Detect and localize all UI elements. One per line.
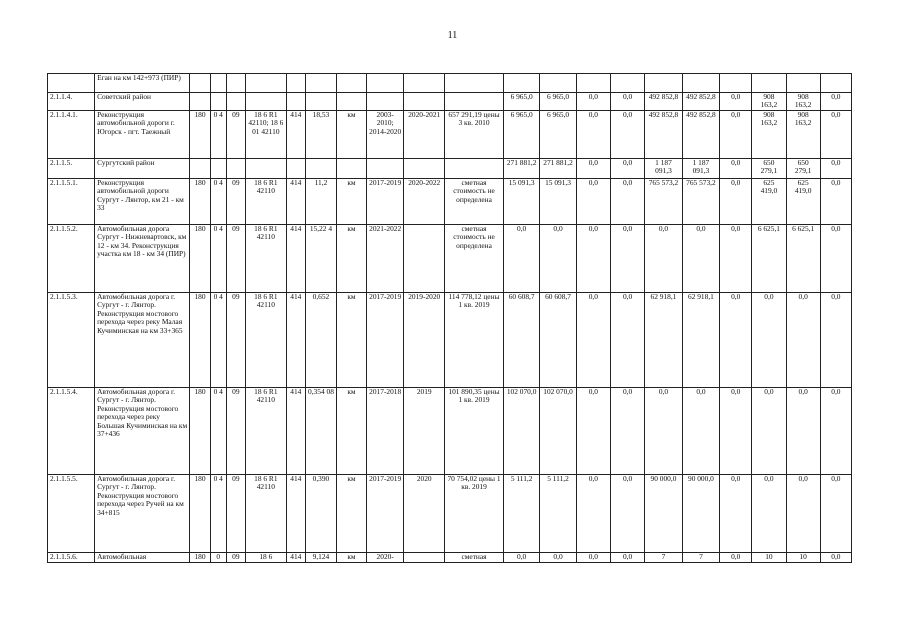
- value-d3-cell: [820, 74, 851, 93]
- value-d1-cell: 10: [752, 553, 786, 563]
- code-target-cell: 18 6 R1 42110: [246, 225, 287, 293]
- value-a4-cell: 0,0: [610, 293, 644, 388]
- code-subsection-cell: 09: [226, 293, 245, 388]
- value-d1-cell: 908 163,2: [752, 93, 786, 111]
- code-subsection-cell: 09: [226, 179, 245, 225]
- estimated-cost-cell: 70 754,02 цены 1 кв. 2019: [445, 475, 504, 553]
- unit-cell: км: [336, 293, 366, 388]
- value-a4-cell: [610, 74, 644, 93]
- code-section-cell: 0 4: [210, 225, 226, 293]
- construction-period-cell: 2020-: [366, 553, 403, 563]
- estimated-cost-cell: [445, 74, 504, 93]
- value-b1-cell: 0,0: [645, 388, 682, 475]
- value-a1-cell: 102 070,0: [503, 388, 539, 475]
- object-name-cell: Еган на км 142+973 (ПИР): [95, 74, 190, 93]
- value-b3-cell: 0,0: [720, 179, 752, 225]
- construction-period-cell: 2017-2019: [366, 179, 403, 225]
- code-ministry-cell: 180: [190, 388, 210, 475]
- code-expense-cell: 414: [286, 293, 305, 388]
- object-name-cell: Автомобильная дорога Сургут - Нижневартовск, км 12 - км 34. Реконструкция участка км 18 - км 34 (ПИР): [95, 225, 190, 293]
- value-b1-cell: 1 187 091,3: [645, 159, 682, 179]
- table-row: [48, 553, 852, 563]
- code-target-cell: 18 6: [246, 553, 287, 563]
- value-a2-cell: 5 111,2: [540, 475, 576, 553]
- value-d3-cell: 0,0: [820, 159, 851, 179]
- value-a2-cell: 60 608,7: [540, 293, 576, 388]
- code-ministry-cell: 180: [190, 179, 210, 225]
- value-a3-cell: 0,0: [576, 475, 610, 553]
- value-a3-cell: [576, 74, 610, 93]
- row-number-cell: 2.1.1.4.: [48, 93, 95, 111]
- code-section-cell: [210, 93, 226, 111]
- value-b1-cell: 492 852,8: [645, 93, 682, 111]
- estimated-cost-cell: [445, 159, 504, 179]
- code-subsection-cell: 09: [226, 475, 245, 553]
- value-a4-cell: 0,0: [610, 553, 644, 563]
- code-subsection-cell: 09: [226, 388, 245, 475]
- value-b3-cell: 0,0: [720, 293, 752, 388]
- estimated-cost-cell: 657 291,19 цены 3 кв. 2010: [445, 111, 504, 159]
- code-subsection-cell: 09: [226, 111, 245, 159]
- construction-period-cell: [366, 159, 403, 179]
- value-a2-cell: [540, 74, 576, 93]
- code-expense-cell: 414: [286, 553, 305, 563]
- value-a2-cell: 6 965,0: [540, 111, 576, 159]
- code-section-cell: 0 4: [210, 388, 226, 475]
- capacity-cell: [305, 74, 336, 93]
- value-b1-cell: 62 918,1: [645, 293, 682, 388]
- object-name-cell: Реконструкция автомобильной дороги г. Югорск - пгт. Таежный: [95, 111, 190, 159]
- construction-period-cell: 2017-2018: [366, 388, 403, 475]
- code-subsection-cell: [226, 159, 245, 179]
- value-b2-cell: 0,0: [682, 388, 719, 475]
- value-b3-cell: 0,0: [720, 93, 752, 111]
- value-b3-cell: 0,0: [720, 553, 752, 563]
- code-expense-cell: [286, 93, 305, 111]
- estimated-cost-cell: 114 778,12 цены 1 кв. 2019: [445, 293, 504, 388]
- table-row: [48, 475, 852, 553]
- value-b1-cell: 765 573,2: [645, 179, 682, 225]
- value-a4-cell: 0,0: [610, 93, 644, 111]
- value-b2-cell: 0,0: [682, 225, 719, 293]
- value-b2-cell: 1 187 091,3: [682, 159, 719, 179]
- value-d1-cell: 650 279,1: [752, 159, 786, 179]
- table-row-continuation: [48, 74, 852, 93]
- value-a4-cell: 0,0: [610, 159, 644, 179]
- value-a2-cell: 0,0: [540, 553, 576, 563]
- value-d1-cell: 0,0: [752, 293, 786, 388]
- unit-cell: [336, 93, 366, 111]
- value-d2-cell: 0,0: [786, 388, 820, 475]
- object-name-cell: Советский район: [95, 93, 190, 111]
- value-b2-cell: 90 000,0: [682, 475, 719, 553]
- estimated-cost-cell: 101 890,35 цены 1 кв. 2019: [445, 388, 504, 475]
- capacity-cell: [305, 93, 336, 111]
- value-d2-cell: 908 163,2: [786, 111, 820, 159]
- code-section-cell: 0 4: [210, 475, 226, 553]
- value-a1-cell: 15 091,3: [503, 179, 539, 225]
- value-a3-cell: 0,0: [576, 293, 610, 388]
- value-b3-cell: 0,0: [720, 225, 752, 293]
- unit-cell: км: [336, 388, 366, 475]
- value-d1-cell: 0,0: [752, 388, 786, 475]
- object-name-cell: Реконструкция автомобильной дороги Сургут - Лянтор, км 21 - км 33: [95, 179, 190, 225]
- code-expense-cell: [286, 159, 305, 179]
- page-number: 11: [447, 30, 458, 41]
- value-a2-cell: 102 070,0: [540, 388, 576, 475]
- value-d1-cell: 0,0: [752, 475, 786, 553]
- value-a2-cell: 15 091,3: [540, 179, 576, 225]
- row-number-cell: 2.1.1.5.1.: [48, 179, 95, 225]
- value-d2-cell: 10: [786, 553, 820, 563]
- estimated-cost-cell: сметная стоимость не определена: [445, 225, 504, 293]
- row-number-cell: 2.1.1.5.3.: [48, 293, 95, 388]
- value-a1-cell: 6 965,0: [503, 93, 539, 111]
- value-b2-cell: 492 852,8: [682, 93, 719, 111]
- value-d3-cell: 0,0: [820, 293, 851, 388]
- value-d1-cell: 908 163,2: [752, 111, 786, 159]
- value-d3-cell: 0,0: [820, 111, 851, 159]
- construction-period-cell: 2021-2022: [366, 225, 403, 293]
- value-a1-cell: 0,0: [503, 553, 539, 563]
- row-number-cell: [48, 74, 95, 93]
- code-expense-cell: 414: [286, 179, 305, 225]
- value-b1-cell: 90 000,0: [645, 475, 682, 553]
- object-name-cell: Автомобильная дорога г. Сургут - г. Лянтор. Реконструкция мостового перехода через реку Большая Кучиминская на км 37+436: [95, 388, 190, 475]
- planned-period-cell: 2020-2022: [404, 179, 445, 225]
- code-expense-cell: 414: [286, 111, 305, 159]
- table-row: [48, 111, 852, 159]
- code-subsection-cell: [226, 74, 245, 93]
- investment-table: [47, 73, 852, 563]
- value-b3-cell: 0,0: [720, 388, 752, 475]
- value-a4-cell: 0,0: [610, 225, 644, 293]
- capacity-cell: 18,53: [305, 111, 336, 159]
- unit-cell: км: [336, 111, 366, 159]
- construction-period-cell: 2003-2010; 2014-2020: [366, 111, 403, 159]
- unit-cell: [336, 159, 366, 179]
- code-expense-cell: [286, 74, 305, 93]
- table-row-section: [48, 159, 852, 179]
- code-subsection-cell: 09: [226, 225, 245, 293]
- planned-period-cell: [404, 159, 445, 179]
- value-d2-cell: [786, 74, 820, 93]
- code-subsection-cell: [226, 93, 245, 111]
- code-target-cell: [246, 159, 287, 179]
- code-target-cell: 18 6 R1 42110: [246, 293, 287, 388]
- value-b1-cell: 492 852,8: [645, 111, 682, 159]
- value-b2-cell: 765 573,2: [682, 179, 719, 225]
- code-ministry-cell: 180: [190, 111, 210, 159]
- value-a3-cell: 0,0: [576, 111, 610, 159]
- estimated-cost-cell: сметная стоимость не определена: [445, 179, 504, 225]
- planned-period-cell: 2019: [404, 388, 445, 475]
- value-a1-cell: 6 965,0: [503, 111, 539, 159]
- object-name-cell: Автомобильная дорога г. Сургут - г. Лянтор. Реконструкция мостового перехода через реку Малая Кучиминская на км 33+365: [95, 293, 190, 388]
- value-a4-cell: 0,0: [610, 388, 644, 475]
- value-d1-cell: [752, 74, 786, 93]
- table-row: [48, 293, 852, 388]
- value-a4-cell: 0,0: [610, 111, 644, 159]
- code-target-cell: 18 6 R1 42110: [246, 179, 287, 225]
- value-d1-cell: 6 625,1: [752, 225, 786, 293]
- code-section-cell: [210, 159, 226, 179]
- value-a1-cell: 0,0: [503, 225, 539, 293]
- value-a2-cell: 271 881,2: [540, 159, 576, 179]
- value-a1-cell: 271 881,2: [503, 159, 539, 179]
- code-expense-cell: 414: [286, 475, 305, 553]
- object-name-cell: Автомобильная дорога г. Сургут - г. Лянтор. Реконструкция мостового перехода через Ручей на км 34+815: [95, 475, 190, 553]
- value-a3-cell: 0,0: [576, 225, 610, 293]
- code-target-cell: 18 6 R1 42110: [246, 475, 287, 553]
- code-target-cell: 18 6 R1 42110; 18 6 01 42110: [246, 111, 287, 159]
- value-a4-cell: 0,0: [610, 179, 644, 225]
- value-b3-cell: 0,0: [720, 111, 752, 159]
- value-a3-cell: 0,0: [576, 179, 610, 225]
- code-ministry-cell: 180: [190, 475, 210, 553]
- value-b1-cell: 7: [645, 553, 682, 563]
- value-d2-cell: 6 625,1: [786, 225, 820, 293]
- value-d2-cell: 650 279,1: [786, 159, 820, 179]
- value-d1-cell: 625 419,0: [752, 179, 786, 225]
- construction-period-cell: [366, 74, 403, 93]
- value-a2-cell: 6 965,0: [540, 93, 576, 111]
- value-a3-cell: 0,0: [576, 553, 610, 563]
- row-number-cell: 2.1.1.5.2.: [48, 225, 95, 293]
- code-section-cell: 0 4: [210, 179, 226, 225]
- value-d2-cell: 625 419,0: [786, 179, 820, 225]
- code-section-cell: 0 4: [210, 111, 226, 159]
- value-d2-cell: 0,0: [786, 293, 820, 388]
- code-ministry-cell: 180: [190, 553, 210, 563]
- object-name-cell: Автомобильная: [95, 553, 190, 563]
- value-b3-cell: [720, 74, 752, 93]
- capacity-cell: 0,390: [305, 475, 336, 553]
- value-d3-cell: 0,0: [820, 179, 851, 225]
- capacity-cell: 15,22 4: [305, 225, 336, 293]
- planned-period-cell: [404, 225, 445, 293]
- row-number-cell: 2.1.1.5.5.: [48, 475, 95, 553]
- planned-period-cell: [404, 553, 445, 563]
- table-row: [48, 388, 852, 475]
- value-d3-cell: 0,0: [820, 225, 851, 293]
- value-a1-cell: 60 608,7: [503, 293, 539, 388]
- table-row: [48, 179, 852, 225]
- unit-cell: км: [336, 553, 366, 563]
- estimated-cost-cell: сметная: [445, 553, 504, 563]
- capacity-cell: 9,124: [305, 553, 336, 563]
- construction-period-cell: 2017-2019: [366, 293, 403, 388]
- object-name-cell: Сургутский район: [95, 159, 190, 179]
- code-section-cell: [210, 74, 226, 93]
- value-d3-cell: 0,0: [820, 388, 851, 475]
- value-a1-cell: [503, 74, 539, 93]
- row-number-cell: 2.1.1.5.6.: [48, 553, 95, 563]
- unit-cell: км: [336, 179, 366, 225]
- planned-period-cell: 2019-2020: [404, 293, 445, 388]
- unit-cell: км: [336, 475, 366, 553]
- code-expense-cell: 414: [286, 388, 305, 475]
- value-a3-cell: 0,0: [576, 93, 610, 111]
- value-b1-cell: [645, 74, 682, 93]
- planned-period-cell: [404, 93, 445, 111]
- capacity-cell: [305, 159, 336, 179]
- construction-period-cell: 2017-2019: [366, 475, 403, 553]
- code-ministry-cell: [190, 93, 210, 111]
- code-ministry-cell: [190, 159, 210, 179]
- code-section-cell: 0 4: [210, 293, 226, 388]
- value-d3-cell: 0,0: [820, 93, 851, 111]
- code-ministry-cell: [190, 74, 210, 93]
- construction-period-cell: [366, 93, 403, 111]
- value-b2-cell: 492 852,8: [682, 111, 719, 159]
- capacity-cell: 0,652: [305, 293, 336, 388]
- value-a2-cell: 0,0: [540, 225, 576, 293]
- value-d3-cell: 0,0: [820, 475, 851, 553]
- capacity-cell: 0,354 08: [305, 388, 336, 475]
- code-target-cell: 18 6 R1 42110: [246, 388, 287, 475]
- capacity-cell: 11,2: [305, 179, 336, 225]
- value-d3-cell: 0,0: [820, 553, 851, 563]
- unit-cell: [336, 74, 366, 93]
- planned-period-cell: [404, 74, 445, 93]
- value-b2-cell: [682, 74, 719, 93]
- code-section-cell: 0: [210, 553, 226, 563]
- row-number-cell: 2.1.1.5.4.: [48, 388, 95, 475]
- value-a3-cell: 0,0: [576, 388, 610, 475]
- value-b3-cell: 0,0: [720, 475, 752, 553]
- value-b2-cell: 7: [682, 553, 719, 563]
- planned-period-cell: 2020: [404, 475, 445, 553]
- value-b3-cell: 0,0: [720, 159, 752, 179]
- table-row: [48, 225, 852, 293]
- code-ministry-cell: 180: [190, 293, 210, 388]
- value-d2-cell: 908 163,2: [786, 93, 820, 111]
- code-ministry-cell: 180: [190, 225, 210, 293]
- value-a3-cell: 0,0: [576, 159, 610, 179]
- code-subsection-cell: 09: [226, 553, 245, 563]
- planned-period-cell: 2020-2021: [404, 111, 445, 159]
- estimated-cost-cell: [445, 93, 504, 111]
- row-number-cell: 2.1.1.4.1.: [48, 111, 95, 159]
- table-row-section: [48, 93, 852, 111]
- table-body: [48, 74, 852, 563]
- unit-cell: км: [336, 225, 366, 293]
- value-b1-cell: 0,0: [645, 225, 682, 293]
- value-a4-cell: 0,0: [610, 475, 644, 553]
- value-b2-cell: 62 918,1: [682, 293, 719, 388]
- value-d2-cell: 0,0: [786, 475, 820, 553]
- code-target-cell: [246, 93, 287, 111]
- row-number-cell: 2.1.1.5.: [48, 159, 95, 179]
- code-expense-cell: 414: [286, 225, 305, 293]
- code-target-cell: [246, 74, 287, 93]
- value-a1-cell: 5 111,2: [503, 475, 539, 553]
